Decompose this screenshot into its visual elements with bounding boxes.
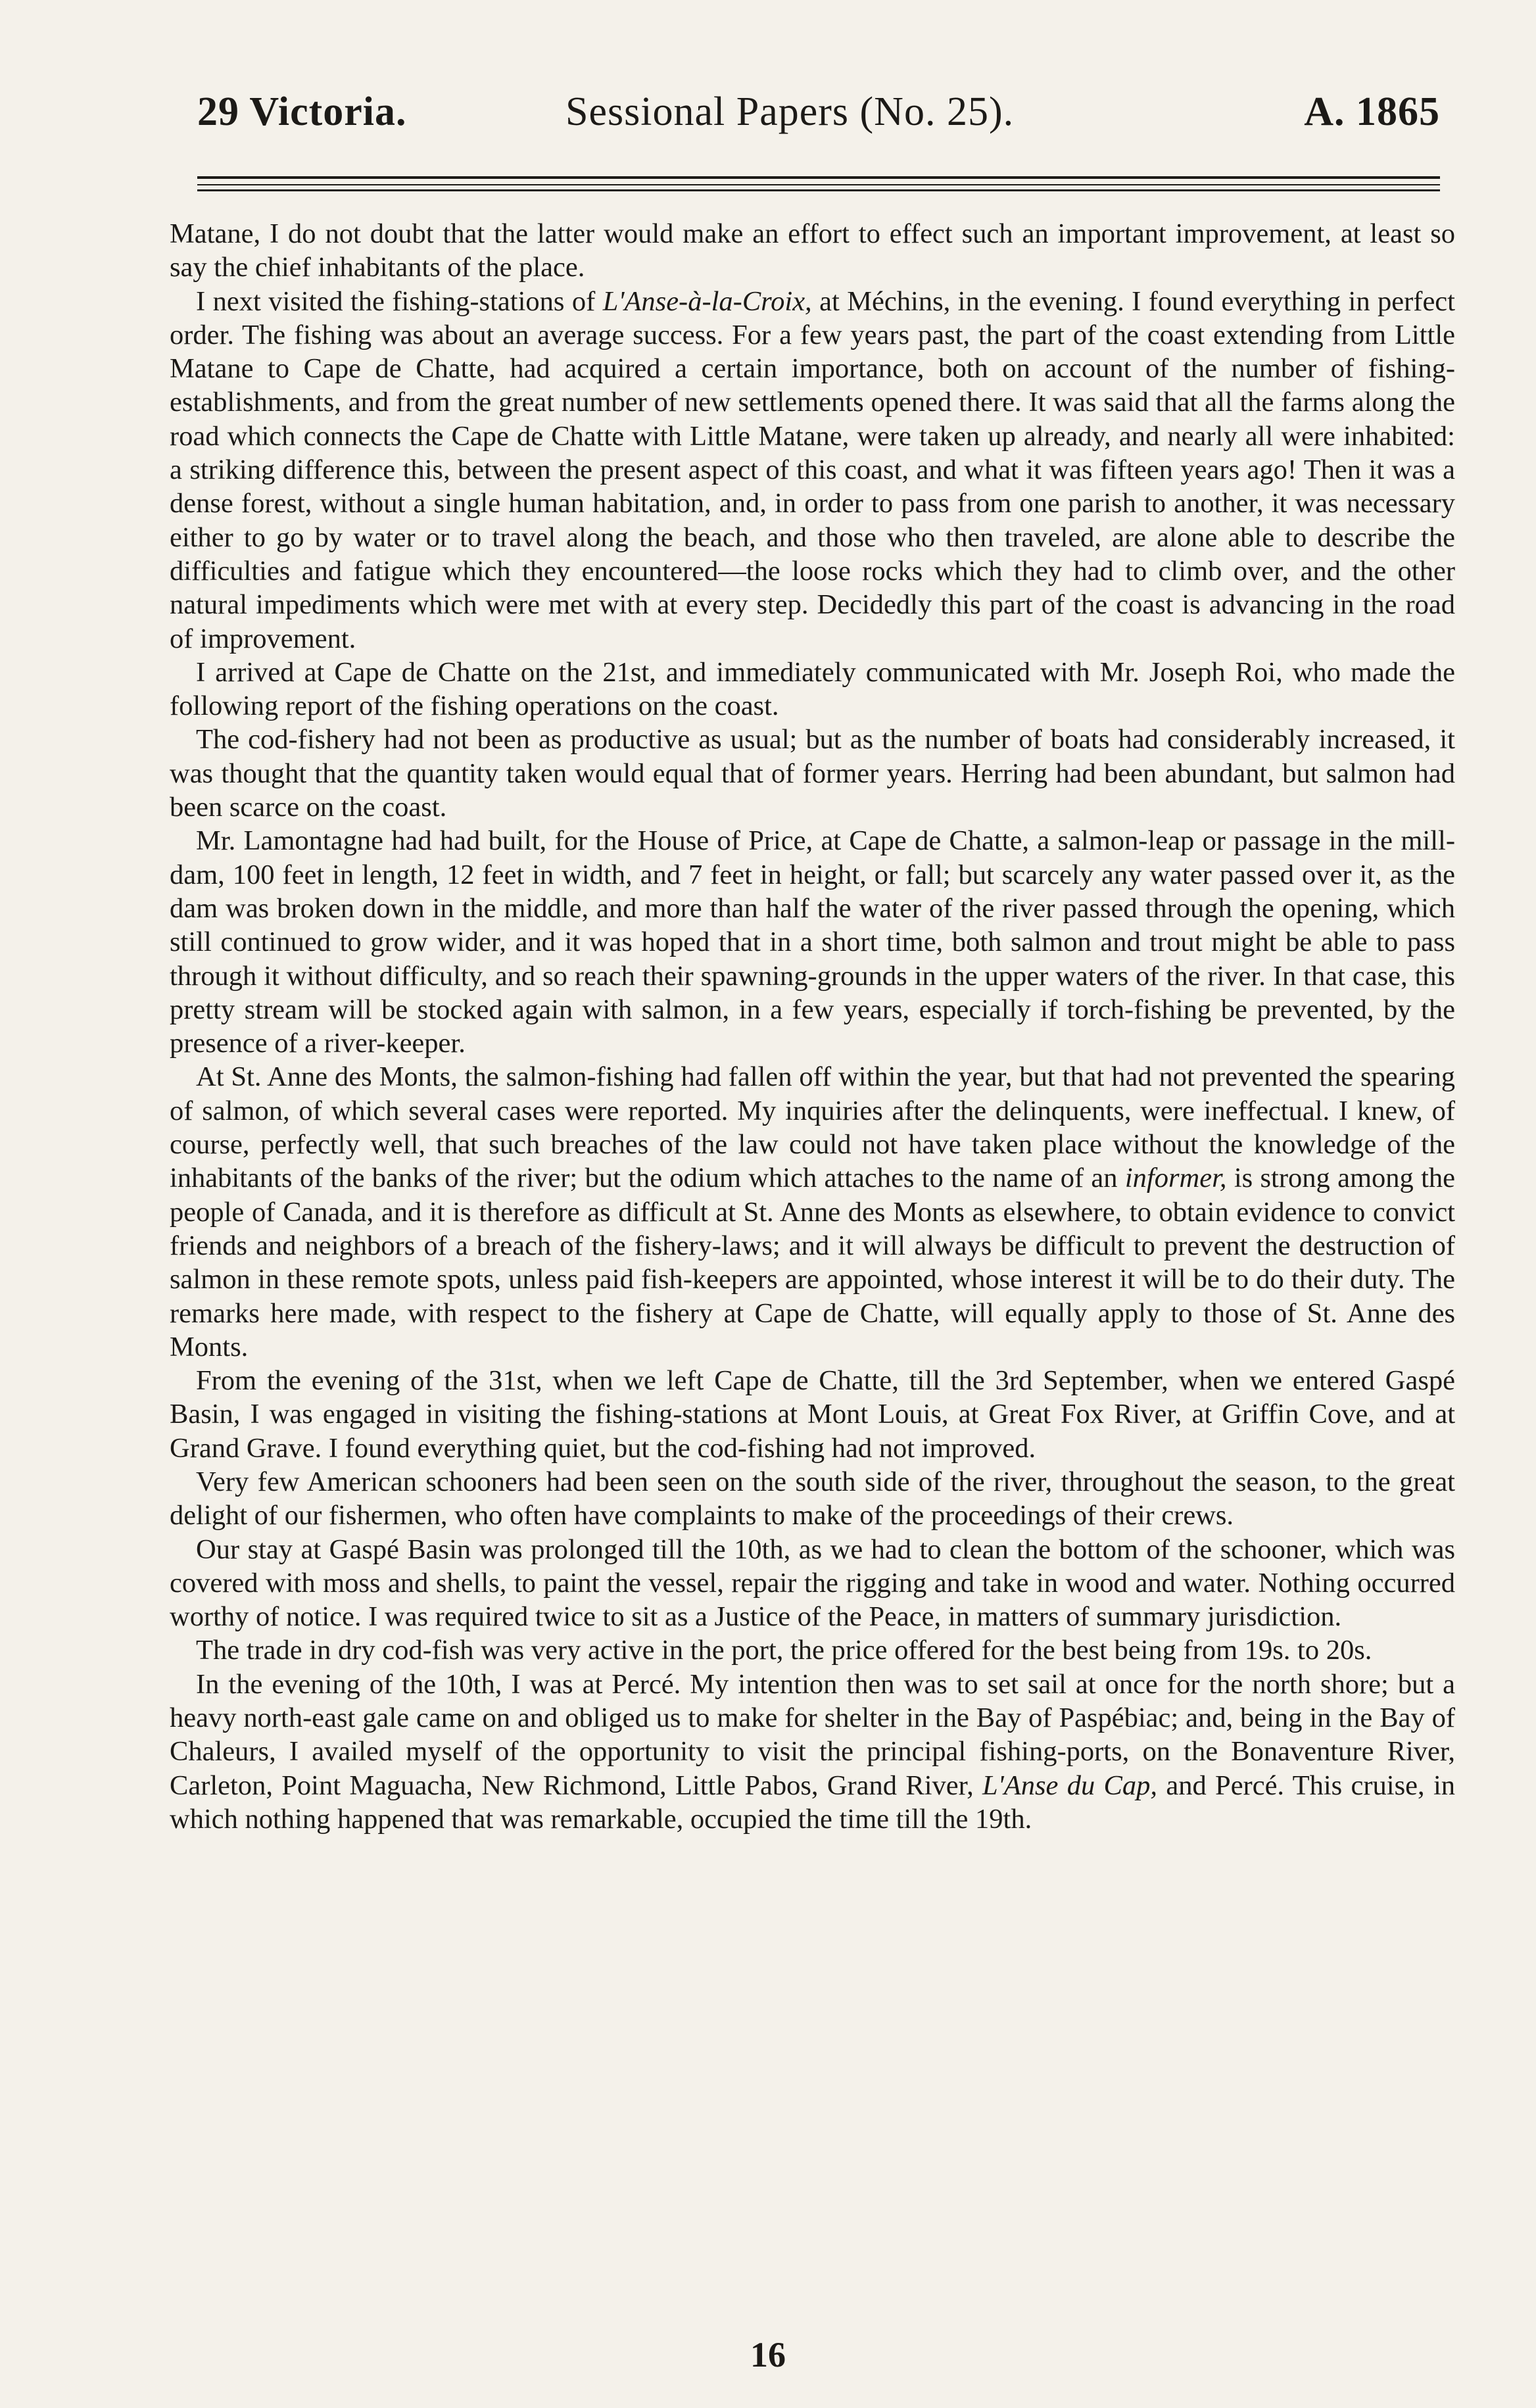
running-header [197,89,1440,141]
text-run: and Percé. This cruise, in which nothing happened that was remarkable, occupied the time till the 19th. [170,1770,1456,1835]
italic-phrase: L'Anse-à-la-Croix, [602,285,812,317]
paragraph [170,1364,1455,1465]
paragraph [170,723,1455,824]
header-year: A. 1865 [1304,89,1440,134]
text-run: at Méchins, in the evening. I found everything in perfect order. The fishing was about an average success. For a few years past, the part of the coast extending from Little Matane to Cape de Chatte, had acquired a certain importance, both on account of the number of fishing-establishments, and from the great number of new settlements opened there. It was said that all the farms along the road which connects the Cape de Chatte with Little Matane, were taken up already, and nearly all were inhabited: a striking difference this, between the present aspect of this coast, and what it was fifteen years ago! Then it was a dense forest, without a single human habitation, and, in order to pass from one parish to another, it was necessary either to go by water or to travel along the beach, and those who then traveled, are alone able to describe the difficulties and fatigue which they encountered—the loose rocks which they had to climb over, and the other natural impediments which were met with at every step. Decidedly this part of the coast is advancing in the road of improvement. [170,285,1455,654]
header-rule [197,189,1440,191]
page-number: 16 [750,2335,786,2374]
paragraph [170,824,1455,1060]
text-run: is strong among the people of Canada, and it is therefore as difficult at St. Anne des Monts as elsewhere, to obtain evidence to convict friends and neighbors of a breach of the fishery-laws; and it will always be difficult to prevent the destruction of salmon in these remote spots, unless paid fish-keepers are appointed, whose interest it will be to do their duty. The remarks here made, with respect to the fishery at Cape de Chatte, will equally apply to those of St. Anne des Monts. [170,1163,1455,1362]
text-run: The trade in dry cod-fish was very active in the port, the price offered for the best being from 19s. to 20s. [196,1635,1372,1666]
text-run: From the evening of the 31st, when we left Cape de Chatte, till the 3rd September, when we entered Gaspé Basin, I was engaged in visiting the fishing-stations at Mont Louis, at Great Fox River, at Griffin Cove, and at Grand Grave. I found everything quiet, but the cod-fishing had not improved. [170,1365,1455,1464]
italic-phrase: informer, [1124,1163,1227,1194]
header-title: Sessional Papers (No. 25). [565,89,1015,134]
italic-phrase: L'Anse du Cap, [982,1770,1158,1801]
text-run: I next visited the fishing-stations of [196,285,603,317]
paragraph [170,656,1455,723]
paragraph [170,1465,1455,1533]
paragraph [170,1060,1455,1364]
text-run: Very few American schooners had been seen on the south side of the river, throughout the season, to the great delight of our fishermen, who often have complaints to make of the proceedings of their crews. [170,1466,1455,1531]
header-rule [197,184,1440,185]
body-text [170,217,1455,1836]
paragraph [170,1668,1455,1836]
text-run: In the evening of the 10th, I was at Percé. My intention then was to set sail at once for the north shore; but a heavy north-east gale came on and obliged us to make for shelter in the Bay of Paspébiac; and, being in the Bay of Chaleurs, I availed myself of the opportunity to visit the principal fishing-ports, on the Bonaventure River, Carleton, Point Maguacha, New Richmond, Little Pabos, Grand River, [170,1668,1455,1801]
paragraph [170,217,1455,285]
text-run: Our stay at Gaspé Basin was prolonged till the 10th, as we had to clean the bottom of the schooner, which was covered with moss and shells, to paint the vessel, repair the rigging and take in wood and water. Nothing occurred worthy of notice. I was required twice to sit as a Justice of the Peace, in matters of summary jurisdiction. [170,1533,1455,1633]
text-run: The cod-fishery had not been as productive as usual; but as the number of boats had considerably increased, it was thought that the quantity taken would equal that of former years. Herring had been abundant, but salmon had been scarce on the coast. [170,724,1455,823]
paragraph [170,285,1455,656]
text-run: At St. Anne des Monts, the salmon-fishing had fallen off within the year, but that had not prevented the spearing of salmon, of which several cases were reported. My inquiries after the delinquents, were ineffectual. I knew, of course, perfectly well, that such breaches of the law could not have taken place without the knowledge of the inhabitants of the banks of the river; but the odium which attaches to the name of an [170,1061,1455,1194]
paragraph [170,1533,1455,1634]
text-run: I arrived at Cape de Chatte on the 21st, and immediately communicated with Mr. Joseph Roi, who made the following report of the fishing operations on the coast. [170,656,1455,722]
text-run: Mr. Lamontagne had had built, for the House of Price, at Cape de Chatte, a salmon-leap or passage in the mill-dam, 100 feet in length, 12 feet in width, and 7 feet in height, or fall; but scarcely any water passed over it, as the dam was broken down in the middle, and more than half the water of the river passed through the opening, which still continued to grow wider, and it was hoped that in a short time, both salmon and trout might be able to pass through it without difficulty, and so reach their spawning-grounds in the upper waters of the river. In that case, this pretty stream will be stocked again with salmon, in a few years, especially if torch-fishing be prevented, by the presence of a river-keeper. [170,825,1455,1059]
text-run: Matane, I do not doubt that the latter would make an effort to effect such an important improvement, at least so say the chief inhabitants of the place. [170,218,1455,283]
paragraph [170,1633,1455,1667]
header-rule [197,176,1440,179]
header-session: 29 Victoria. [197,89,407,134]
